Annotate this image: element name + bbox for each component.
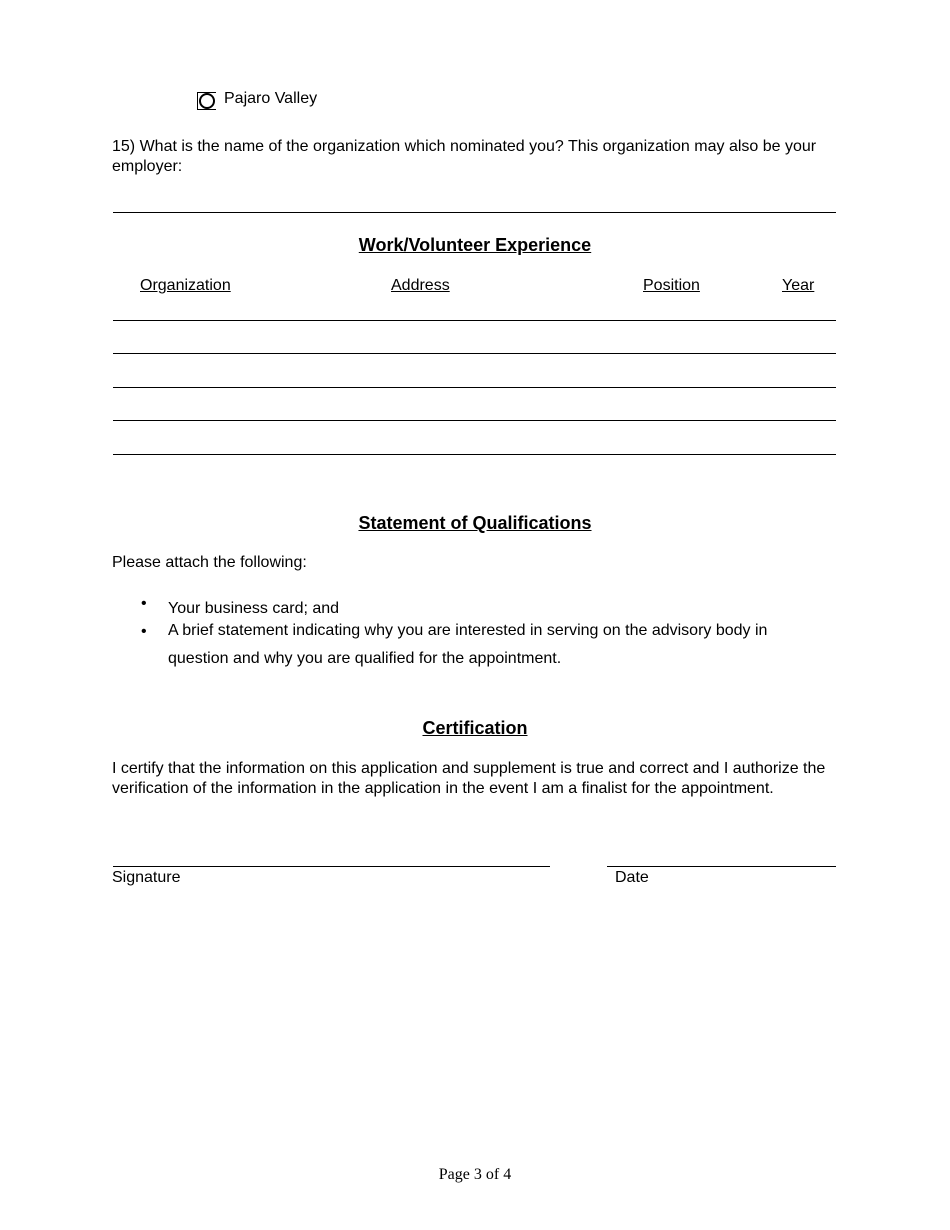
radio-circle-icon[interactable]	[199, 93, 215, 109]
column-header-position: Position	[643, 277, 700, 294]
column-header-organization: Organization	[140, 277, 231, 294]
work-volunteer-experience-heading: Work/Volunteer Experience	[358, 235, 592, 255]
certification-text: I certify that the information on this application and supplement is true and correct and I authorize the verification of the information in the application in the event I am a finalist for the appointment.	[112, 760, 826, 797]
date-label: Date	[615, 869, 649, 886]
experience-row-line[interactable]	[113, 353, 836, 354]
column-header-year: Year	[782, 277, 815, 294]
bullet-icon: •	[141, 623, 147, 640]
nominating-organization-field[interactable]	[113, 212, 836, 213]
qualification-bullet-item: A brief statement indicating why you are interested in serving on the advisory body in question and why you are qualified for the appointment.	[168, 622, 768, 667]
question-15-text: 15) What is the name of the organization which nominated you? This organization may also be your employer:	[112, 138, 817, 175]
date-field[interactable]	[607, 866, 836, 867]
bullet-icon: •	[141, 595, 147, 612]
experience-row-line[interactable]	[113, 420, 836, 421]
qualifications-intro: Please attach the following:	[112, 554, 307, 571]
qualification-bullet-item: Your business card; and	[168, 600, 340, 617]
experience-row-line[interactable]	[113, 387, 836, 388]
page-number: Page 3 of 4	[438, 1166, 512, 1183]
column-header-address: Address	[391, 277, 450, 294]
certification-heading: Certification	[422, 718, 528, 738]
experience-row-line[interactable]	[113, 320, 836, 321]
signature-field[interactable]	[113, 866, 550, 867]
statement-of-qualifications-heading: Statement of Qualifications	[358, 513, 592, 533]
signature-label: Signature	[112, 869, 181, 886]
experience-row-line[interactable]	[113, 454, 836, 455]
option-label-pajaro-valley: Pajaro Valley	[224, 90, 318, 107]
